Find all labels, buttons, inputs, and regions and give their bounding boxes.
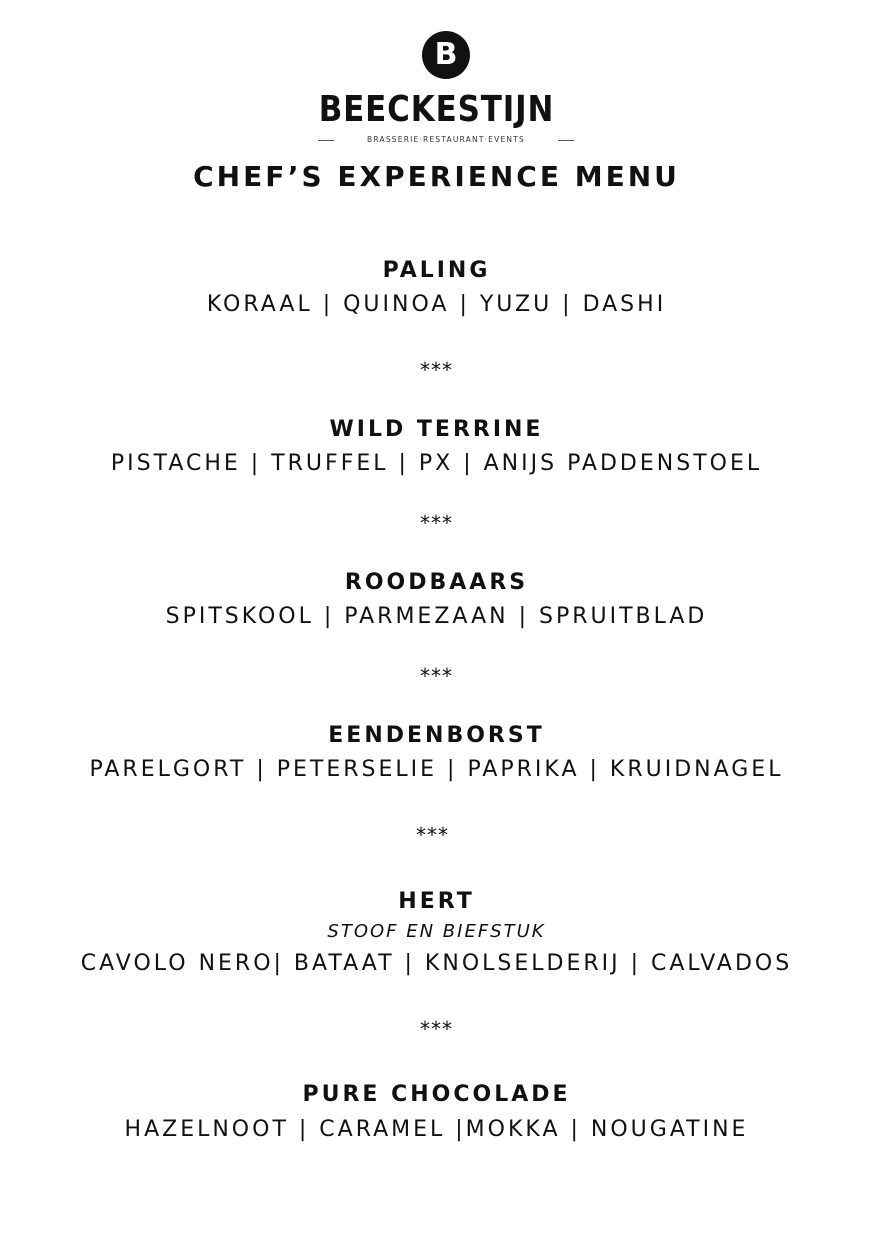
- course-description: HAZELNOOT | CARAMEL |MOKKA | NOUGATINE: [124, 1117, 749, 1142]
- course-description: CAVOLO NERO| BATAAT | KNOLSELDERIJ | CALVADOS: [80, 951, 793, 976]
- logo-rule-right: [558, 140, 574, 141]
- course-separator: ***: [420, 511, 453, 535]
- logo-tagline-block: [318, 134, 574, 146]
- course-title: HERT: [398, 889, 475, 914]
- course-description: PISTACHE | TRUFFEL | PX | ANIJS PADDENSTOEL: [110, 451, 763, 476]
- course-title: WILD TERRINE: [329, 417, 544, 442]
- course-title: ROODBAARS: [344, 570, 529, 595]
- course-title: PALING: [382, 258, 491, 283]
- logo-wordmark: BEECKESTIJN: [318, 89, 555, 130]
- course-description: KORAAL | QUINOA | YUZU | DASHI: [206, 292, 667, 317]
- course-description: PARELGORT | PETERSELIE | PAPRIKA | KRUIDNAGEL: [89, 757, 784, 782]
- course-separator: ***: [420, 358, 453, 382]
- course-title: PURE CHOCOLADE: [302, 1082, 571, 1107]
- course-separator: ***: [420, 1017, 453, 1041]
- logo-tagline: BRASSERIE·RESTAURANT·EVENTS: [367, 135, 525, 144]
- course-description: SPITSKOOL | PARMEZAAN | SPRUITBLAD: [165, 604, 708, 629]
- course-separator: ***: [416, 823, 449, 847]
- menu-title: CHEF’S EXPERIENCE MENU: [193, 160, 680, 193]
- course-subtitle: STOOF EN BIEFSTUK: [327, 921, 546, 942]
- course-separator: ***: [420, 664, 453, 688]
- logo-rule-left: [318, 140, 334, 141]
- logo-badge: B: [422, 31, 470, 79]
- course-title: EENDENBORST: [328, 723, 545, 748]
